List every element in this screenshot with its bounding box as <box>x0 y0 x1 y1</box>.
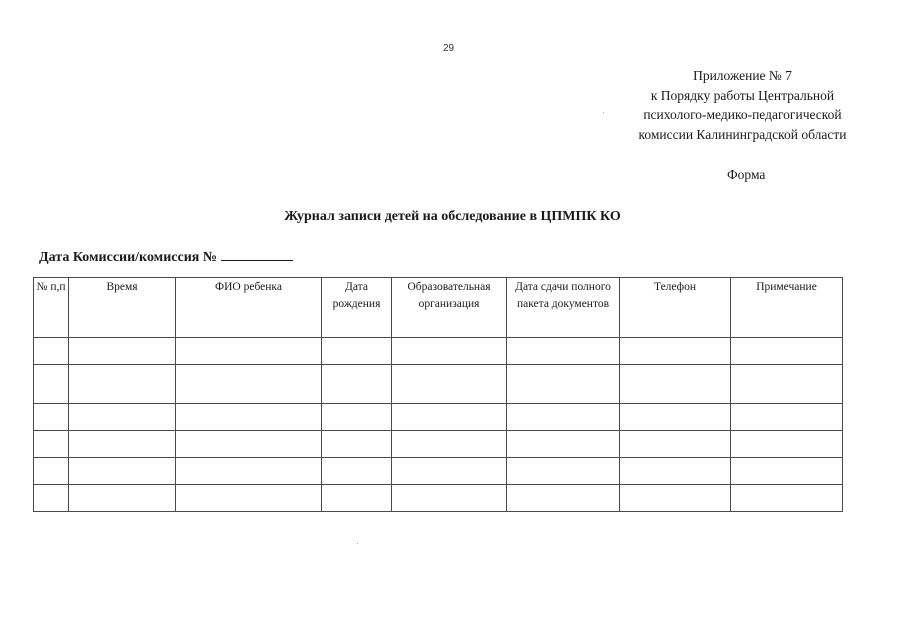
scan-speck <box>603 112 604 113</box>
table-cell[interactable] <box>34 431 69 458</box>
table-cell[interactable] <box>34 485 69 512</box>
header-time: Время <box>69 278 176 338</box>
table-cell[interactable] <box>507 458 620 485</box>
table-cell[interactable] <box>322 485 392 512</box>
table-cell[interactable] <box>507 404 620 431</box>
table-row <box>34 458 843 485</box>
registration-journal-table <box>33 277 843 512</box>
table-cell[interactable] <box>34 365 69 404</box>
table-cell[interactable] <box>322 365 392 404</box>
table-cell[interactable] <box>731 404 843 431</box>
table-cell[interactable] <box>731 338 843 365</box>
table-cell[interactable] <box>176 404 322 431</box>
header-phone: Телефон <box>620 278 731 338</box>
table-row <box>34 404 843 431</box>
table-cell[interactable] <box>731 458 843 485</box>
appendix-line: комиссии Калининградской области <box>638 126 847 142</box>
table-cell[interactable] <box>392 458 507 485</box>
table-cell[interactable] <box>322 458 392 485</box>
appendix-line: Приложение № 7 <box>693 68 792 83</box>
header-child-name: ФИО ребенка <box>176 278 322 338</box>
table-cell[interactable] <box>176 338 322 365</box>
table-cell[interactable] <box>69 431 176 458</box>
table-cell[interactable] <box>176 485 322 512</box>
page-number: 29 <box>443 43 455 54</box>
table-cell[interactable] <box>34 458 69 485</box>
table-cell[interactable] <box>507 338 620 365</box>
table-cell[interactable] <box>620 431 731 458</box>
table-cell[interactable] <box>392 338 507 365</box>
table-cell[interactable] <box>507 365 620 404</box>
table-cell[interactable] <box>176 365 322 404</box>
appendix-line: психолого-медико-педагогической <box>643 107 842 122</box>
table-cell[interactable] <box>620 485 731 512</box>
table-cell[interactable] <box>322 431 392 458</box>
table-cell[interactable] <box>69 485 176 512</box>
table-cell[interactable] <box>620 404 731 431</box>
table-cell[interactable] <box>392 431 507 458</box>
table-cell[interactable] <box>731 431 843 458</box>
table-cell[interactable] <box>322 404 392 431</box>
table-cell[interactable] <box>392 404 507 431</box>
header-documents-date: Дата сдачи полного пакета документов <box>507 278 620 338</box>
table-cell[interactable] <box>34 404 69 431</box>
table-cell[interactable] <box>620 365 731 404</box>
table-cell[interactable] <box>69 404 176 431</box>
form-label: Форма <box>727 167 766 182</box>
commission-line <box>39 246 293 266</box>
table-header-row <box>34 278 843 338</box>
table-cell[interactable] <box>69 365 176 404</box>
table-cell[interactable] <box>620 458 731 485</box>
table-cell[interactable] <box>507 485 620 512</box>
commission-label: Дата Комиссии/комиссия № <box>39 250 217 265</box>
table-cell[interactable] <box>34 338 69 365</box>
table-cell[interactable] <box>392 485 507 512</box>
table-cell[interactable] <box>731 365 843 404</box>
header-notes: Примечание <box>731 278 843 338</box>
appendix-line: к Порядку работы Центральной <box>650 87 835 103</box>
table-cell[interactable] <box>69 338 176 365</box>
commission-number-blank[interactable] <box>221 246 293 261</box>
header-organization: Образовательная организация <box>392 278 507 338</box>
document-title: Журнал записи детей на обследование в ЦПМПК КО <box>284 209 621 224</box>
scan-speck <box>357 543 358 544</box>
table-cell[interactable] <box>620 338 731 365</box>
table-row <box>34 431 843 458</box>
appendix-block <box>600 66 885 144</box>
table-cell[interactable] <box>69 458 176 485</box>
table-cell[interactable] <box>176 458 322 485</box>
header-birth-date: Дата рождения <box>322 278 392 338</box>
header-number: № п,п <box>34 278 69 338</box>
table-cell[interactable] <box>176 431 322 458</box>
table-cell[interactable] <box>322 338 392 365</box>
table-cell[interactable] <box>507 431 620 458</box>
table-row <box>34 485 843 512</box>
table-row <box>34 365 843 404</box>
table-row <box>34 338 843 365</box>
table-cell[interactable] <box>731 485 843 512</box>
table-cell[interactable] <box>392 365 507 404</box>
